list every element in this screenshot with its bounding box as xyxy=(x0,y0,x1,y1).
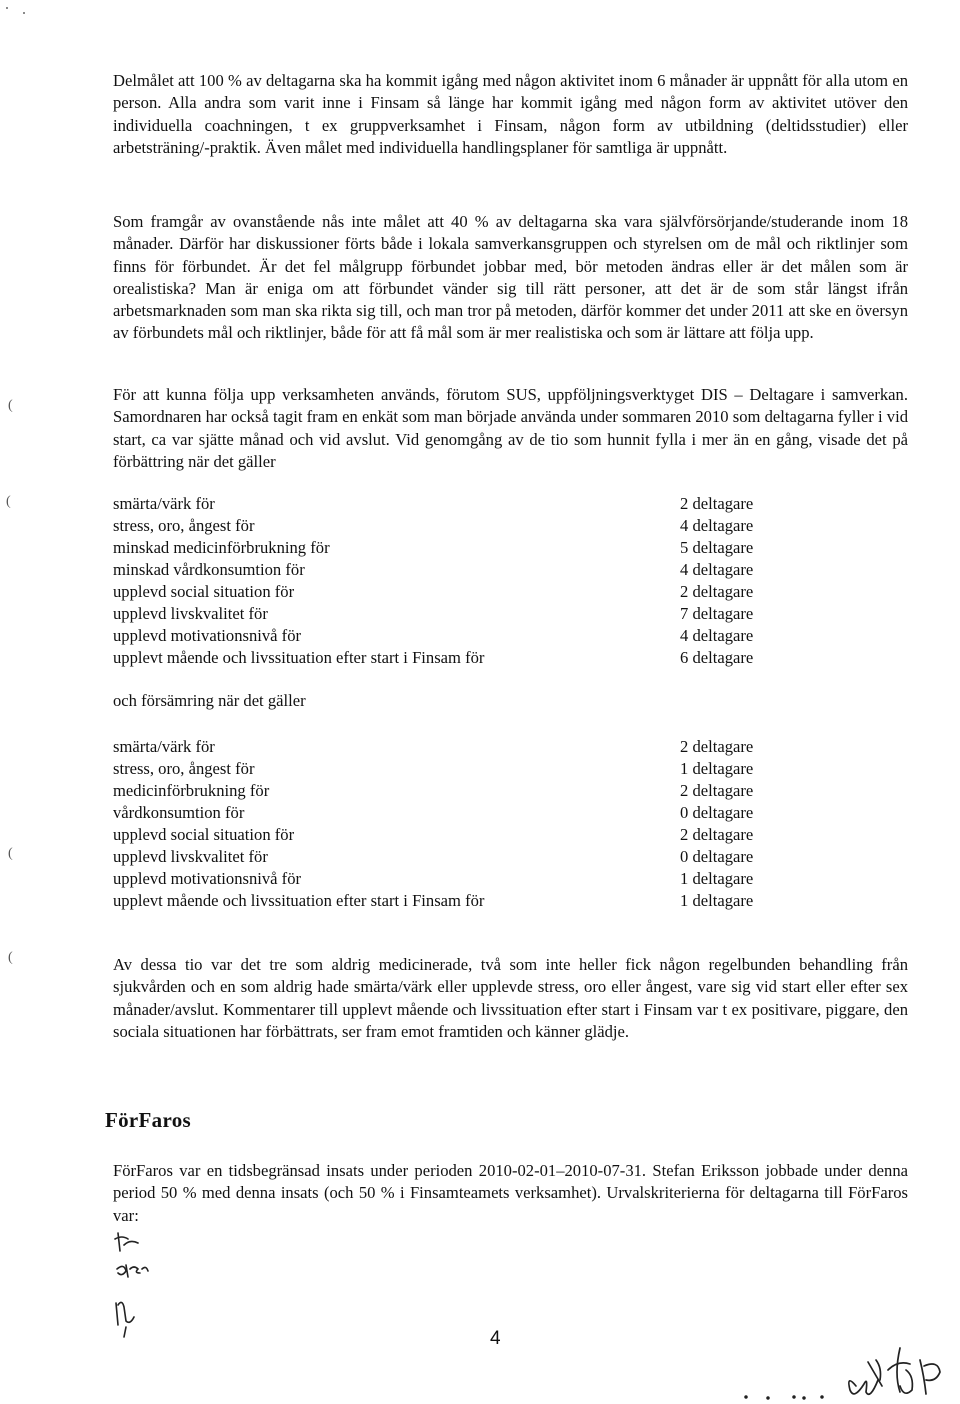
improvement-list xyxy=(113,493,768,669)
list-item-label: minskad medicinförbrukning för xyxy=(113,538,330,557)
list-item xyxy=(113,758,768,780)
list-item xyxy=(113,559,768,581)
list-item-label: stress, oro, ångest för xyxy=(113,759,255,778)
list-item-label: vårdkonsumtion för xyxy=(113,803,245,822)
list-item xyxy=(113,890,768,912)
list-item xyxy=(113,537,768,559)
signature-mark xyxy=(738,1340,960,1404)
list-item xyxy=(113,780,768,802)
worsening-intro: och försämring när det gäller xyxy=(113,691,306,710)
list-item xyxy=(113,824,768,846)
list-item-label: smärta/värk för xyxy=(113,737,215,756)
list-item-label: upplevd social situation för xyxy=(113,582,295,601)
list-item xyxy=(113,846,768,868)
list-item xyxy=(113,802,768,824)
list-item-value: 1 deltagare xyxy=(680,759,754,778)
list-item-value: 2 deltagare xyxy=(680,737,754,756)
margin-mark: ( xyxy=(6,494,11,509)
list-item xyxy=(113,736,768,758)
section-heading: FörFaros xyxy=(105,1108,191,1132)
list-item-value: 2 deltagare xyxy=(680,825,754,844)
margin-mark: ( xyxy=(8,846,13,861)
scan-speck xyxy=(6,7,8,9)
list-item xyxy=(113,515,768,537)
worsening-list xyxy=(113,736,768,912)
list-item-value: 1 deltagare xyxy=(680,869,754,888)
list-item-value: 4 deltagare xyxy=(680,560,754,579)
list-item xyxy=(113,603,768,625)
list-item-label: smärta/värk för xyxy=(113,494,215,513)
list-item-label: upplevt mående och livssituation efter start i Finsam för xyxy=(113,891,485,910)
page-number: 4 xyxy=(490,1328,501,1349)
list-item xyxy=(113,625,768,647)
margin-mark: ( xyxy=(8,398,13,413)
list-item-value: 0 deltagare xyxy=(680,803,754,822)
list-item-value: 2 deltagare xyxy=(680,494,754,513)
list-item-value: 4 deltagare xyxy=(680,626,754,645)
margin-mark: ( xyxy=(8,950,13,965)
list-item-label: upplevd social situation för xyxy=(113,825,295,844)
list-item-label: upplevd motivationsnivå för xyxy=(113,626,302,645)
paragraph-goals-discussion: Som framgår av ovanstående nås inte målet att 40 % av deltagarna ska vara självförsörjande/studerande inom 18 månader. Därför har diskussioner förts både i lokala samverkansgruppen och styrelsen om de mål och riktlinjer som finns för förbundet. Är det fel målgrupp förbundet jobbar med, bör metoden ändras eller är det målen som är orealistiska? Man är eniga om att förbundet vänder sig till rätt personer, att det är de som står längst ifrån arbetsmarknaden som man ska rikta sig till, och man tror på metoden, därför kommer det under 2011 att ske en översyn av förbundets mål och riktlinjer, både för att få mål som är mer realistiska och som är lättare att följa upp. xyxy=(113,212,908,343)
list-item-value: 2 deltagare xyxy=(680,582,754,601)
list-item-label: upplevt mående och livssituation efter start i Finsam för xyxy=(113,648,485,667)
list-item xyxy=(113,581,768,603)
list-item-value: 5 deltagare xyxy=(680,538,754,557)
list-item-label: minskad vårdkonsumtion för xyxy=(113,560,305,579)
paragraph-subgoal: Delmålet att 100 % av deltagarna ska ha kommit igång med någon aktivitet inom 6 månader är uppnått för alla utom en person. Alla andra som varit inne i Finsam så länge har kommit igång med någon form av aktivitet utöver den individuella coachningen, t ex gruppverksamhet i Finsam, någon form av utbildning (deltidsstudier) eller arbetsträning/-praktik. Även målet med individuella handlingsplaner för samtliga är uppnått. xyxy=(113,71,908,157)
list-item xyxy=(113,868,768,890)
list-item-label: medicinförbrukning för xyxy=(113,781,270,800)
list-item xyxy=(113,493,768,515)
scan-speck xyxy=(23,12,25,14)
list-item-label: upplevd livskvalitet för xyxy=(113,847,268,866)
list-item-value: 0 deltagare xyxy=(680,847,754,866)
list-item-value: 4 deltagare xyxy=(680,516,754,535)
initials-mark xyxy=(112,1225,172,1345)
list-item-value: 2 deltagare xyxy=(680,781,754,800)
list-item-label: stress, oro, ångest för xyxy=(113,516,255,535)
paragraph-summary: Av dessa tio var det tre som aldrig medicinerade, två som inte heller fick någon regelbunden behandling från sjukvården och en som aldrig hade smärta/värk eller upplevde stress, oro eller ångest, vare sig vid start eller efter sex månader/avslut. Kommentarer till upplevt mående och livssituation efter start i Finsam var t ex positivare, piggare, den sociala situationen har förbättrats, ser fram emot framtiden och känner glädje. xyxy=(113,955,908,1041)
list-item-value: 7 deltagare xyxy=(680,604,754,623)
list-item-label: upplevd livskvalitet för xyxy=(113,604,268,623)
list-item-label: upplevd motivationsnivå för xyxy=(113,869,302,888)
list-item xyxy=(113,647,768,669)
list-item-value: 6 deltagare xyxy=(680,648,754,667)
list-item-value: 1 deltagare xyxy=(680,891,754,910)
paragraph-followup: För att kunna följa upp verksamheten används, förutom SUS, uppföljningsverktyget DIS – Deltagare i samverkan. Samordnaren har också tagit fram en enkät som man började använda under sommaren 2010 som deltagarna fyller i vid start, ca var sjätte månad och vid avslut. Vid genomgång av de tio som hunnit fylla i mer än en gång, visade det på förbättring när det gäller xyxy=(113,385,908,471)
paragraph-forfaros: FörFaros var en tidsbegränsad insats under perioden 2010-02-01–2010-07-31. Stefan Eriksson jobbade under denna period 50 % med denna insats (och 50 % i Finsamteamets verksamhet). Urvalskriterierna för deltagarna till FörFaros var: xyxy=(113,1161,908,1225)
